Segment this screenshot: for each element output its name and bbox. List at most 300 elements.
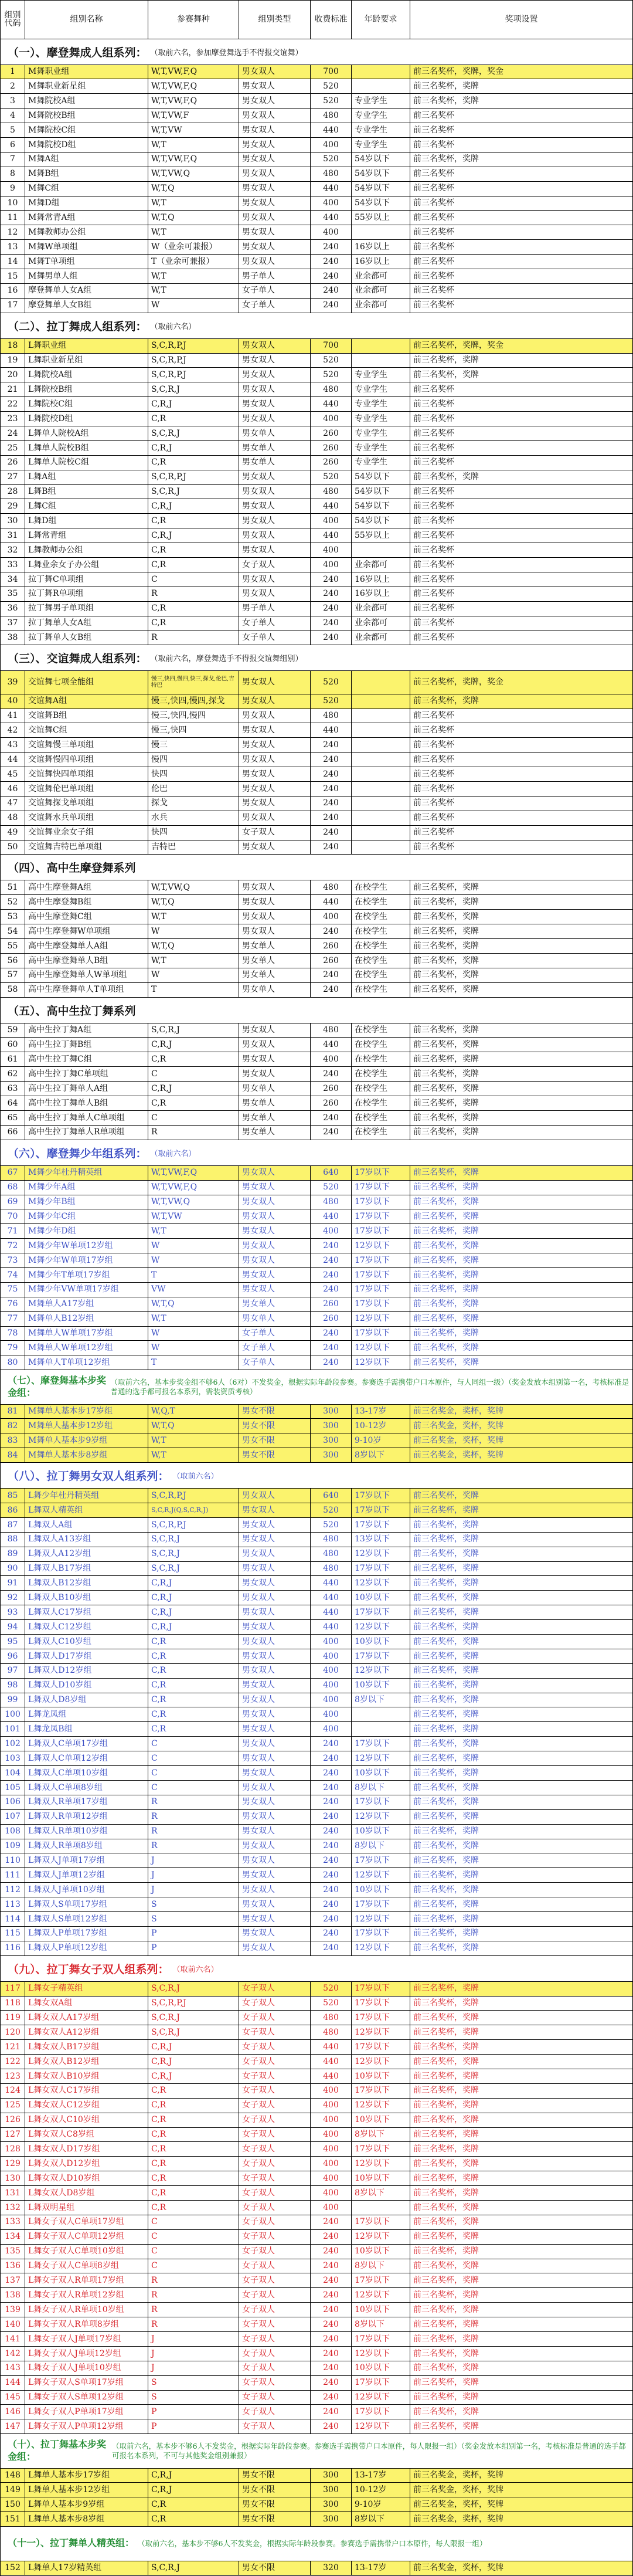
award-cell: 前三名奖杯，奖牌 xyxy=(413,1812,479,1822)
award-cell: 前三名奖杯，奖牌 xyxy=(413,355,479,365)
group-code-cell: 4 xyxy=(1,109,25,123)
age-cell: 专业学生 xyxy=(352,94,410,108)
fee-cell: 240 xyxy=(311,2347,352,2361)
group-code-cell: 147 xyxy=(1,2419,25,2433)
group-type-cell: 男女双人 xyxy=(239,671,311,693)
table-row xyxy=(1,1038,632,1052)
fee-cell: 240 xyxy=(311,1825,352,1839)
group-type-cell: 男女单人 xyxy=(239,954,311,968)
group-code-cell: 126 xyxy=(1,2113,25,2127)
group-code-cell: 138 xyxy=(1,2288,25,2302)
age-cell: 12岁以下 xyxy=(352,1312,410,1326)
award-cell: 前三名奖杯，奖牌 xyxy=(413,2421,479,2431)
award-cell: 前三名奖杯 xyxy=(413,487,454,497)
group-type-cell: 女子双人 xyxy=(239,2186,311,2200)
award-cell: 前三名奖杯，奖牌 xyxy=(413,1549,479,1559)
award-cell: 前三名奖杯，奖牌 xyxy=(413,1826,479,1836)
group-name-cell: M舞院校D组 xyxy=(25,138,148,152)
award-cell: 前三名奖杯，奖牌 xyxy=(413,1255,479,1265)
group-code-cell: 113 xyxy=(1,1897,25,1911)
dance-cell: R xyxy=(148,1810,239,1824)
group-name-cell: M舞单人基本步12岁组 xyxy=(25,1419,148,1433)
group-name-cell: 高中生摩登舞单人A组 xyxy=(25,939,148,953)
fee-cell: 480 xyxy=(311,1547,352,1561)
fee-cell: 400 xyxy=(311,412,352,426)
dance-cell: W,T xyxy=(148,269,239,283)
award-cell: 前三名奖杯，奖牌 xyxy=(413,955,479,965)
group-name-cell: L舞教师办公组 xyxy=(25,543,148,557)
age-cell: 17岁以下 xyxy=(352,1927,410,1941)
award-cell: 前三名奖杯，奖牌 xyxy=(413,2027,479,2037)
table-row xyxy=(1,1533,632,1547)
award-cell: 前三名奖杯 xyxy=(413,227,454,237)
fee-cell: 300 xyxy=(311,1419,352,1433)
group-code-cell: 36 xyxy=(1,602,25,616)
table-row xyxy=(1,1941,632,1956)
award-cell: 前三名奖杯，奖牌 xyxy=(413,1040,479,1050)
group-name-cell: L舞女双人C12岁组 xyxy=(25,2099,148,2113)
fee-cell: 240 xyxy=(311,1126,352,1140)
fee-cell: 260 xyxy=(311,1096,352,1110)
award-cell: 前三名奖杯 xyxy=(413,813,454,823)
award-cell: 前三名奖杯，奖牌 xyxy=(413,1710,479,1720)
fee-cell: 240 xyxy=(311,1341,352,1355)
group-code-cell: 12 xyxy=(1,225,25,239)
fee-cell: 240 xyxy=(311,2303,352,2317)
fee-cell: 240 xyxy=(311,1239,352,1253)
group-name-cell: L舞单人院校A组 xyxy=(25,426,148,440)
group-name-cell: L舞少年杜丹精英组 xyxy=(25,1489,148,1503)
award-cell: 前三名奖杯，奖牌 xyxy=(413,696,479,706)
award-cell: 前三名奖杯，奖牌 xyxy=(413,472,479,482)
dance-cell: S,C,R,J xyxy=(148,1547,239,1561)
group-name-cell: M舞D组 xyxy=(25,196,148,211)
group-name-cell: 高中生摩登舞单人W单项组 xyxy=(25,968,148,982)
group-name-cell: M舞少年VW单项17岁组 xyxy=(25,1283,148,1297)
fee-cell: 520 xyxy=(311,152,352,167)
age-cell: 54岁以下 xyxy=(352,196,410,211)
table-row xyxy=(1,1707,632,1722)
award-cell: 前三名奖杯，奖牌 xyxy=(413,1724,479,1734)
group-type-cell: 女子双人 xyxy=(239,2201,311,2215)
fee-cell: 480 xyxy=(311,1533,352,1547)
age-cell: 9-10岁 xyxy=(352,2497,410,2511)
table-row xyxy=(1,2186,632,2201)
age-cell: 13-17岁 xyxy=(352,2469,410,2483)
group-type-cell: 男女双人 xyxy=(239,1839,311,1853)
dance-cell: C,R xyxy=(148,602,239,616)
table-row xyxy=(1,1737,632,1751)
group-code-cell: 89 xyxy=(1,1547,25,1561)
group-name-cell: M舞院校B组 xyxy=(25,109,148,123)
header-fee: 收费标准 xyxy=(311,1,352,39)
age-cell: 16岁以上 xyxy=(352,587,410,601)
dance-cell: 探戈 xyxy=(148,796,239,811)
table-row xyxy=(1,339,632,354)
fee-cell: 440 xyxy=(311,211,352,225)
group-name-cell: 摩登舞单人女A组 xyxy=(25,284,148,298)
age-cell: 10-12岁 xyxy=(352,2483,410,2497)
dance-cell: W（业余可兼报） xyxy=(148,240,239,254)
table-row xyxy=(1,65,632,80)
group-type-cell: 女子双人 xyxy=(239,826,311,840)
group-code-cell: 68 xyxy=(1,1181,25,1195)
table-row xyxy=(1,299,632,313)
group-type-cell: 女子双人 xyxy=(239,2405,311,2419)
table-row xyxy=(1,1433,632,1448)
group-code-cell: 13 xyxy=(1,240,25,254)
age-cell xyxy=(352,826,410,840)
fee-cell: 400 xyxy=(311,1693,352,1707)
age-cell: 12岁以下 xyxy=(352,2391,410,2405)
dance-cell: T xyxy=(148,1355,239,1370)
age-cell xyxy=(352,694,410,709)
group-code-cell: 40 xyxy=(1,694,25,709)
group-name-cell: L舞院校D组 xyxy=(25,412,148,426)
group-type-cell: 男女单人 xyxy=(239,1312,311,1326)
award-cell: 前三名奖杯，奖牌 xyxy=(413,1240,479,1250)
dance-cell: W,T,Q xyxy=(148,895,239,909)
group-type-cell: 男女双人 xyxy=(239,79,311,93)
dance-cell: 慢三 xyxy=(148,738,239,752)
section-note: （取前六名） xyxy=(150,322,196,331)
table-row xyxy=(1,1341,632,1355)
group-name-cell: L舞女子双人C单项17岁组 xyxy=(25,2215,148,2229)
age-cell: 8岁以下 xyxy=(352,2317,410,2331)
dance-cell: C,R xyxy=(148,1707,239,1721)
age-cell: 17岁以下 xyxy=(352,1283,410,1297)
dance-cell: C,R,J xyxy=(148,2069,239,2083)
table-row xyxy=(1,954,632,968)
group-type-cell: 女子双人 xyxy=(239,2361,311,2375)
award-cell: 前三名奖杯 xyxy=(413,271,454,281)
group-code-cell: 44 xyxy=(1,753,25,767)
dance-cell: C,R,J xyxy=(148,441,239,455)
dance-cell: W,T,Q xyxy=(148,939,239,953)
group-code-cell: 152 xyxy=(1,2561,25,2575)
age-cell: 专业学生 xyxy=(352,368,410,382)
age-cell: 专业学生 xyxy=(352,138,410,152)
table-row xyxy=(1,2230,632,2245)
dance-cell: C,R xyxy=(148,1635,239,1649)
group-type-cell: 男女双人 xyxy=(239,397,311,411)
table-row xyxy=(1,2011,632,2025)
dance-cell: C,R xyxy=(148,616,239,631)
group-code-cell: 139 xyxy=(1,2303,25,2317)
age-cell: 12岁以下 xyxy=(352,1355,410,1370)
group-type-cell: 女子单人 xyxy=(239,631,311,645)
age-cell xyxy=(352,738,410,752)
group-type-cell: 女子双人 xyxy=(239,2128,311,2142)
table-row xyxy=(1,2069,632,2084)
table-row xyxy=(1,1195,632,1210)
fee-cell: 480 xyxy=(311,167,352,181)
fee-cell: 440 xyxy=(311,1620,352,1634)
section-title-cell xyxy=(1,1463,632,1488)
group-type-cell: 男女双人 xyxy=(239,1209,311,1223)
award-cell: 前三名奖杯，奖牌 xyxy=(413,1768,479,1778)
group-name-cell: L舞双人D17岁组 xyxy=(25,1649,148,1663)
group-name-cell: L舞双人J单项17岁组 xyxy=(25,1853,148,1867)
award-cell: 前三名奖杯，奖牌 xyxy=(413,1914,479,1924)
award-cell: 前三名奖杯，奖牌 xyxy=(413,2363,479,2373)
group-code-cell: 58 xyxy=(1,983,25,997)
header-dance: 参赛舞种 xyxy=(148,1,239,39)
fee-cell: 260 xyxy=(311,441,352,455)
dance-cell: 水兵 xyxy=(148,811,239,825)
award-cell: 前三名奖杯 xyxy=(413,726,454,735)
age-cell: 17岁以下 xyxy=(352,1253,410,1267)
fee-cell: 400 xyxy=(311,2099,352,2113)
section-header xyxy=(1,1140,632,1166)
dance-cell: C,R xyxy=(148,2186,239,2200)
fee-cell: 240 xyxy=(311,1766,352,1780)
group-type-cell: 女子双人 xyxy=(239,2332,311,2346)
fee-cell: 400 xyxy=(311,1679,352,1693)
award-cell: 前三名奖杯，奖牌 xyxy=(413,1984,479,1994)
table-row xyxy=(1,811,632,826)
group-name-cell: 交谊舞吉特巴单项组 xyxy=(25,840,148,855)
group-code-cell: 94 xyxy=(1,1620,25,1634)
group-code-cell: 54 xyxy=(1,924,25,938)
group-type-cell: 男子单人 xyxy=(239,602,311,616)
group-code-cell: 92 xyxy=(1,1591,25,1605)
group-name-cell: L舞女双人D8岁组 xyxy=(25,2186,148,2200)
age-cell: 17岁以下 xyxy=(352,1224,410,1238)
fee-cell: 240 xyxy=(311,1927,352,1941)
group-code-cell: 72 xyxy=(1,1239,25,1253)
dance-cell: S xyxy=(148,2391,239,2405)
group-code-cell: 27 xyxy=(1,470,25,484)
award-cell: 前三名奖杯，奖牌 xyxy=(413,883,479,893)
dance-cell: R xyxy=(148,1839,239,1853)
group-type-cell: 男女双人 xyxy=(239,767,311,781)
group-name-cell: L舞双人C单项17岁组 xyxy=(25,1737,148,1751)
group-type-cell: 男女双人 xyxy=(239,811,311,825)
award-cell: 前三名奖杯 xyxy=(413,769,454,779)
fee-cell: 240 xyxy=(311,968,352,982)
age-cell: 17岁以下 xyxy=(352,1518,410,1532)
award-cell: 前三名奖杯，奖牌 xyxy=(413,2334,479,2344)
group-type-cell: 男女不限 xyxy=(239,2497,311,2511)
group-type-cell: 男女双人 xyxy=(239,368,311,382)
group-name-cell: M舞单人T单项12岁组 xyxy=(25,1355,148,1370)
table-row xyxy=(1,2391,632,2405)
age-cell: 17岁以下 xyxy=(352,1562,410,1576)
table-row xyxy=(1,1224,632,1239)
age-cell: 17岁以下 xyxy=(352,1209,410,1223)
age-cell: 55岁以上 xyxy=(352,528,410,543)
table-row xyxy=(1,152,632,167)
group-code-cell: 74 xyxy=(1,1268,25,1282)
age-cell xyxy=(352,811,410,825)
group-code-cell: 34 xyxy=(1,572,25,587)
dance-cell: C,R,J xyxy=(148,499,239,513)
age-cell: 16岁以上 xyxy=(352,572,410,587)
dance-cell: C xyxy=(148,1737,239,1751)
fee-cell: 240 xyxy=(311,269,352,283)
age-cell: 专业学生 xyxy=(352,382,410,396)
age-cell: 17岁以下 xyxy=(352,2405,410,2419)
group-type-cell: 男女双人 xyxy=(239,738,311,752)
table-row xyxy=(1,1781,632,1795)
section-title: （三）、交谊舞成人组系列： xyxy=(8,652,147,666)
dance-cell: 慢三,快四,慢四,探戈 xyxy=(148,694,239,709)
group-name-cell: L舞女双人A17岁组 xyxy=(25,2011,148,2025)
group-code-cell: 109 xyxy=(1,1839,25,1853)
table-row xyxy=(1,1766,632,1781)
group-type-cell: 男女双人 xyxy=(239,587,311,601)
fee-cell: 400 xyxy=(311,558,352,572)
dance-cell: S,C,R,P,J xyxy=(148,339,239,353)
age-cell: 12岁以下 xyxy=(352,1810,410,1824)
group-type-cell: 男女双人 xyxy=(239,470,311,484)
group-type-cell: 男女双人 xyxy=(239,1562,311,1576)
table-row xyxy=(1,2142,632,2157)
table-row xyxy=(1,2497,632,2512)
age-cell xyxy=(352,2201,410,2215)
age-cell xyxy=(352,225,410,239)
fee-cell: 240 xyxy=(311,2288,352,2302)
award-cell: 前三名奖杯 xyxy=(413,140,454,150)
dance-cell: W,T,VW,F,Q xyxy=(148,1181,239,1195)
dance-cell: C,R,J xyxy=(148,397,239,411)
award-cell: 前三名奖杯 xyxy=(413,169,454,179)
group-name-cell: 高中生摩登舞C组 xyxy=(25,910,148,924)
group-name-cell: L舞双人C单项12岁组 xyxy=(25,1751,148,1765)
award-cell: 前三名奖杯，奖牌 xyxy=(413,2232,479,2242)
age-cell: 12岁以下 xyxy=(352,2419,410,2433)
fee-cell: 480 xyxy=(311,1023,352,1038)
section-note: （取前六名，基本步不够6人不发奖金，根据实际年龄段参赛。参赛选手需携带户口本原件，每人限报一组） xyxy=(138,2538,487,2548)
group-code-cell: 32 xyxy=(1,543,25,557)
award-cell: 前三名奖杯 xyxy=(413,740,454,750)
age-cell: 17岁以下 xyxy=(352,1997,410,2011)
fee-cell: 520 xyxy=(311,1518,352,1532)
fee-cell: 240 xyxy=(311,1853,352,1867)
fee-cell: 400 xyxy=(311,1635,352,1649)
group-type-cell: 男女双人 xyxy=(239,880,311,894)
fee-cell: 400 xyxy=(311,2142,352,2156)
group-type-cell: 男女双人 xyxy=(239,1883,311,1897)
fee-cell: 520 xyxy=(311,79,352,93)
award-cell: 前三名奖杯，奖牌 xyxy=(413,2144,479,2154)
award-cell: 前三名奖杯 xyxy=(413,545,454,555)
dance-cell: J xyxy=(148,1853,239,1867)
table-row xyxy=(1,1605,632,1620)
age-cell: 业余都可 xyxy=(352,631,410,645)
table-row xyxy=(1,1166,632,1181)
table-row xyxy=(1,255,632,269)
group-type-cell: 女子双人 xyxy=(239,2303,311,2317)
group-name-cell: L舞双人C10岁组 xyxy=(25,1635,148,1649)
fee-cell: 400 xyxy=(311,1224,352,1238)
dance-cell: W,T xyxy=(148,1433,239,1448)
fee-cell: 400 xyxy=(311,1052,352,1066)
group-name-cell: L舞女子双人S单项12岁组 xyxy=(25,2391,148,2405)
group-code-cell: 116 xyxy=(1,1941,25,1955)
award-cell: 前三名奖杯 xyxy=(413,516,454,526)
dance-cell: C,R xyxy=(148,2113,239,2127)
fee-cell: 260 xyxy=(311,954,352,968)
group-name-cell: L舞双人J单项12岁组 xyxy=(25,1868,148,1882)
age-cell: 在校学生 xyxy=(352,1126,410,1140)
group-type-cell: 男女双人 xyxy=(239,1052,311,1066)
group-name-cell: L舞双人J单项10岁组 xyxy=(25,1883,148,1897)
group-name-cell: L舞双人R单项17岁组 xyxy=(25,1795,148,1809)
age-cell: 业余都可 xyxy=(352,299,410,313)
age-cell: 17岁以下 xyxy=(352,2215,410,2229)
table-row xyxy=(1,543,632,558)
award-cell: 前三名奖金，奖杯，奖牌 xyxy=(413,1406,503,1416)
group-type-cell: 男女双人 xyxy=(239,65,311,79)
group-code-cell: 46 xyxy=(1,782,25,796)
group-type-cell: 男女双人 xyxy=(239,1635,311,1649)
fee-cell: 400 xyxy=(311,225,352,239)
group-type-cell: 男女双人 xyxy=(239,694,311,709)
group-name-cell: M舞A组 xyxy=(25,152,148,167)
age-cell: 12岁以下 xyxy=(352,1620,410,1634)
fee-cell: 400 xyxy=(311,2157,352,2171)
group-type-cell: 女子双人 xyxy=(239,2099,311,2113)
group-type-cell: 男女双人 xyxy=(239,1722,311,1736)
table-row xyxy=(1,2288,632,2303)
award-cell: 前三名奖杯，奖牌 xyxy=(413,2261,479,2271)
age-cell: 8岁以下 xyxy=(352,1781,410,1795)
group-name-cell: 交谊舞水兵单项组 xyxy=(25,811,148,825)
dance-cell: 慢三,快四,慢四 xyxy=(148,709,239,723)
section-title: （四）、高中生摩登舞系列 xyxy=(8,862,136,875)
table-row xyxy=(1,79,632,94)
group-type-cell: 男女双人 xyxy=(239,924,311,938)
group-code-cell: 26 xyxy=(1,456,25,470)
group-code-cell: 35 xyxy=(1,587,25,601)
award-cell: 前三名奖杯，奖牌 xyxy=(413,1505,479,1515)
fee-cell: 440 xyxy=(311,723,352,737)
award-cell: 前三名奖杯 xyxy=(413,443,454,453)
group-type-cell: 男女双人 xyxy=(239,109,311,123)
age-cell: 在校学生 xyxy=(352,1082,410,1096)
dance-cell: W,T,VW xyxy=(148,1209,239,1223)
age-cell: 12岁以下 xyxy=(352,1576,410,1590)
award-cell: 前三名奖杯，奖牌 xyxy=(413,2246,479,2256)
group-name-cell: M舞B组 xyxy=(25,167,148,181)
group-code-cell: 90 xyxy=(1,1562,25,1576)
age-cell: 12岁以下 xyxy=(352,2230,410,2244)
award-cell: 前三名奖杯，奖牌 xyxy=(413,1212,479,1221)
dance-cell: C,R xyxy=(148,2099,239,2113)
fee-cell: 240 xyxy=(311,572,352,587)
group-name-cell: L舞女子双人J单项12岁组 xyxy=(25,2347,148,2361)
dance-cell: S,C,R,P,J xyxy=(148,354,239,368)
section-header xyxy=(1,645,632,671)
age-cell: 10岁以下 xyxy=(352,1591,410,1605)
fee-cell: 400 xyxy=(311,196,352,211)
table-row xyxy=(1,1751,632,1766)
fee-cell: 480 xyxy=(311,709,352,723)
group-type-cell: 男女双人 xyxy=(239,1737,311,1751)
group-name-cell: M舞院校A组 xyxy=(25,94,148,108)
group-type-cell: 男女双人 xyxy=(239,1927,311,1941)
group-type-cell: 男女单人 xyxy=(239,1126,311,1140)
award-cell: 前三名奖杯，奖牌 xyxy=(413,1738,479,1748)
table-row xyxy=(1,1312,632,1327)
award-cell: 前三名奖杯 xyxy=(413,242,454,252)
table-row xyxy=(1,1253,632,1268)
award-cell: 前三名奖杯 xyxy=(413,633,454,643)
group-type-cell: 男女单人 xyxy=(239,1082,311,1096)
dance-cell: W,T,VW,Q xyxy=(148,880,239,894)
